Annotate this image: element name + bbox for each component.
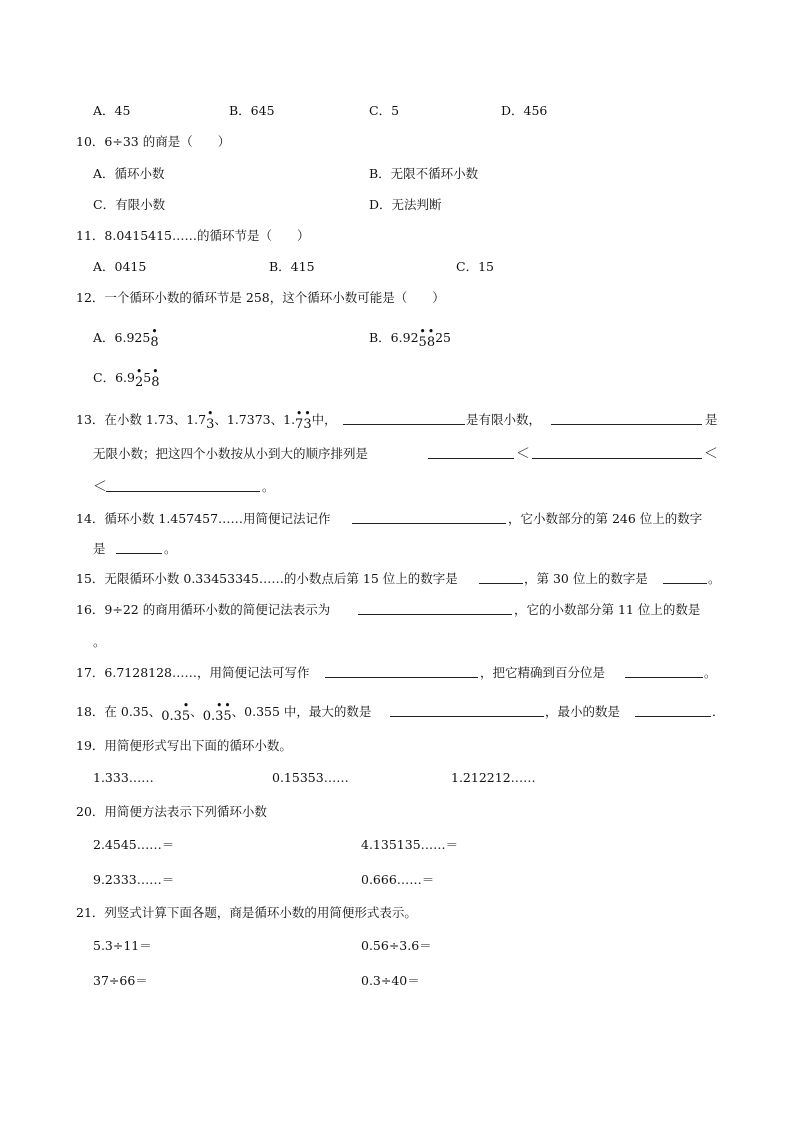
q15-end: 。	[708, 571, 721, 586]
q19-item-a: 1.333……	[93, 770, 154, 785]
q21-item-c: 37÷66＝	[93, 973, 148, 988]
q13-repeat-digit: • 3	[206, 409, 215, 432]
q15-blank-15th[interactable]	[479, 571, 523, 584]
q12-b-suffix: 25	[435, 330, 451, 345]
q10-stem: 10．6÷33 的商是（ ）	[76, 134, 231, 149]
q18-repeat-digit: • 5	[223, 701, 232, 724]
q18-end: ．	[712, 704, 725, 719]
q15-blank-30th[interactable]	[663, 571, 707, 584]
q16-end: 。	[93, 634, 106, 649]
q20-item-a: 2.4545……＝	[93, 837, 175, 852]
q11-option-c: C．15	[456, 259, 494, 274]
q15-prefix: 15．无限循环小数 0.33453345……的小数点后第 15 位上的数字是	[76, 571, 458, 586]
q13-finite-blank[interactable]	[343, 412, 465, 425]
q9-option-d: D．456	[501, 103, 548, 118]
q18-line: 18．在 0.35、0.3 • 5、0. • 3 • 5、0.355 中，最大的数是	[76, 701, 372, 724]
q21-item-d: 0.3÷40＝	[361, 973, 420, 988]
repeat-dot-icon: •	[136, 367, 142, 377]
less-than-sign: ＜	[704, 446, 718, 462]
q10-option-b: B．无限不循环小数	[369, 166, 479, 181]
q10-option-c: C．有限小数	[93, 197, 166, 212]
q19-item-b: 0.15353……	[272, 770, 349, 785]
q9-option-a: A．45	[93, 103, 131, 118]
q12-b-prefix: B．6.92	[369, 330, 419, 345]
repeat-dot-icon: •	[152, 367, 159, 377]
q10-option-a: A．循环小数	[93, 166, 165, 181]
q19-item-c: 1.212212……	[451, 770, 536, 785]
q20-item-d: 0.666……＝	[361, 872, 435, 887]
q18-repeat-digit: • 5	[181, 701, 191, 724]
q12-b-repeat-digit: • 5	[418, 327, 427, 350]
less-than-sign: ＜	[93, 479, 107, 495]
q13-repeat-digit: • 3	[303, 409, 312, 432]
repeat-dot-icon: •	[296, 409, 303, 419]
q13-infinite-label: 是	[705, 412, 718, 427]
q12-c-mid: 5	[143, 370, 152, 385]
q17-notation-blank[interactable]	[325, 665, 478, 678]
less-than-sign: ＜	[516, 446, 530, 462]
repeat-dot-icon: •	[304, 409, 311, 419]
repeat-dot-icon: •	[224, 701, 231, 711]
q14-line-2-prefix: 是	[93, 541, 106, 556]
q13-finite-label: 是有限小数，	[466, 412, 542, 427]
q14-line-1-prefix: 14．循环小数 1.457457……用简便记法记作	[76, 511, 331, 526]
q12-stem: 12．一个循环小数的循环节是 258，这个循环小数可能是（ ）	[76, 290, 445, 305]
q17-rounding-blank[interactable]	[625, 665, 703, 678]
q12-option-a	[93, 327, 159, 350]
q11-option-b: B．415	[269, 259, 315, 274]
q13-line-2: 无限小数；把这四个小数按从小到大的顺序排列是	[93, 446, 369, 461]
q20-item-c: 9.2333……＝	[93, 872, 175, 887]
q17-middle: ，把它精确到百分位是	[480, 665, 606, 680]
q14-line-1-suffix: ，它小数部分的第 246 位上的数字	[508, 511, 703, 526]
q14-digit-blank[interactable]	[116, 541, 162, 554]
q12-option-c	[93, 367, 160, 390]
q20-stem: 20．用简便方法表示下列循环小数	[76, 804, 267, 819]
q13-order-blank-1[interactable]	[428, 446, 514, 459]
q12-a-repeat-digit: • 8	[150, 327, 159, 350]
q18-smallest-blank[interactable]	[635, 704, 711, 717]
q13-repeat-digit: • 7	[295, 409, 304, 432]
q15-middle: ，第 30 位上的数字是	[524, 571, 648, 586]
q12-a-prefix: A．6.925	[93, 330, 151, 345]
q18-middle: ，最小的数是	[545, 704, 621, 719]
q14-end: 。	[164, 541, 177, 556]
q10-option-d: D．无法判断	[369, 197, 442, 212]
q13-order-blank-2[interactable]	[532, 446, 702, 459]
q12-c-prefix: C．6.9	[93, 370, 135, 385]
q17-prefix: 17．6.7128128……，用简便记法可写作	[76, 665, 310, 680]
q9-option-c: C．5	[369, 103, 400, 118]
q18-largest-blank[interactable]	[390, 704, 544, 717]
q16-prefix: 16．9÷22 的商用循环小数的简便记法表示为	[76, 602, 331, 617]
q16-suffix: ，它的小数部分第 11 位上的数是	[514, 602, 701, 617]
q21-item-a: 5.3÷11＝	[93, 938, 152, 953]
q12-option-b	[369, 327, 451, 350]
repeat-dot-icon: •	[151, 327, 158, 337]
repeat-dot-icon: •	[207, 409, 214, 419]
q13-order-blank-3[interactable]	[106, 479, 260, 492]
q14-notation-blank[interactable]	[352, 511, 506, 524]
q16-notation-blank[interactable]	[358, 602, 512, 615]
q20-item-b: 4.135135……＝	[361, 837, 459, 852]
q18-repeat-digit: • 3	[215, 701, 224, 724]
q12-b-repeat-digit: • 8	[426, 327, 436, 350]
q13-end: 。	[262, 479, 275, 494]
q12-c-repeat-digit: • 8	[151, 367, 160, 390]
q12-c-repeat-digit: • 2	[134, 367, 144, 390]
q19-stem: 19．用简便形式写出下面的循环小数。	[76, 738, 292, 753]
q13-line-1: 13．在小数 1.73、1.7 • 3、1.7373、1. • 7 • 3中，	[76, 409, 337, 432]
repeat-dot-icon: •	[419, 327, 426, 337]
q17-end: 。	[704, 665, 717, 680]
repeat-dot-icon: •	[428, 327, 434, 337]
q11-option-a: A．0415	[93, 259, 147, 274]
q21-stem: 21．列竖式计算下面各题，商是循环小数的用简便形式表示。	[76, 905, 417, 920]
q11-stem: 11．8.0415415……的循环节是（ ）	[76, 228, 310, 243]
q21-item-b: 0.56÷3.6＝	[361, 938, 432, 953]
q13-infinite-blank[interactable]	[551, 412, 702, 425]
repeat-dot-icon: •	[216, 701, 223, 711]
repeat-dot-icon: •	[183, 701, 189, 711]
q9-option-b: B．645	[229, 103, 275, 118]
